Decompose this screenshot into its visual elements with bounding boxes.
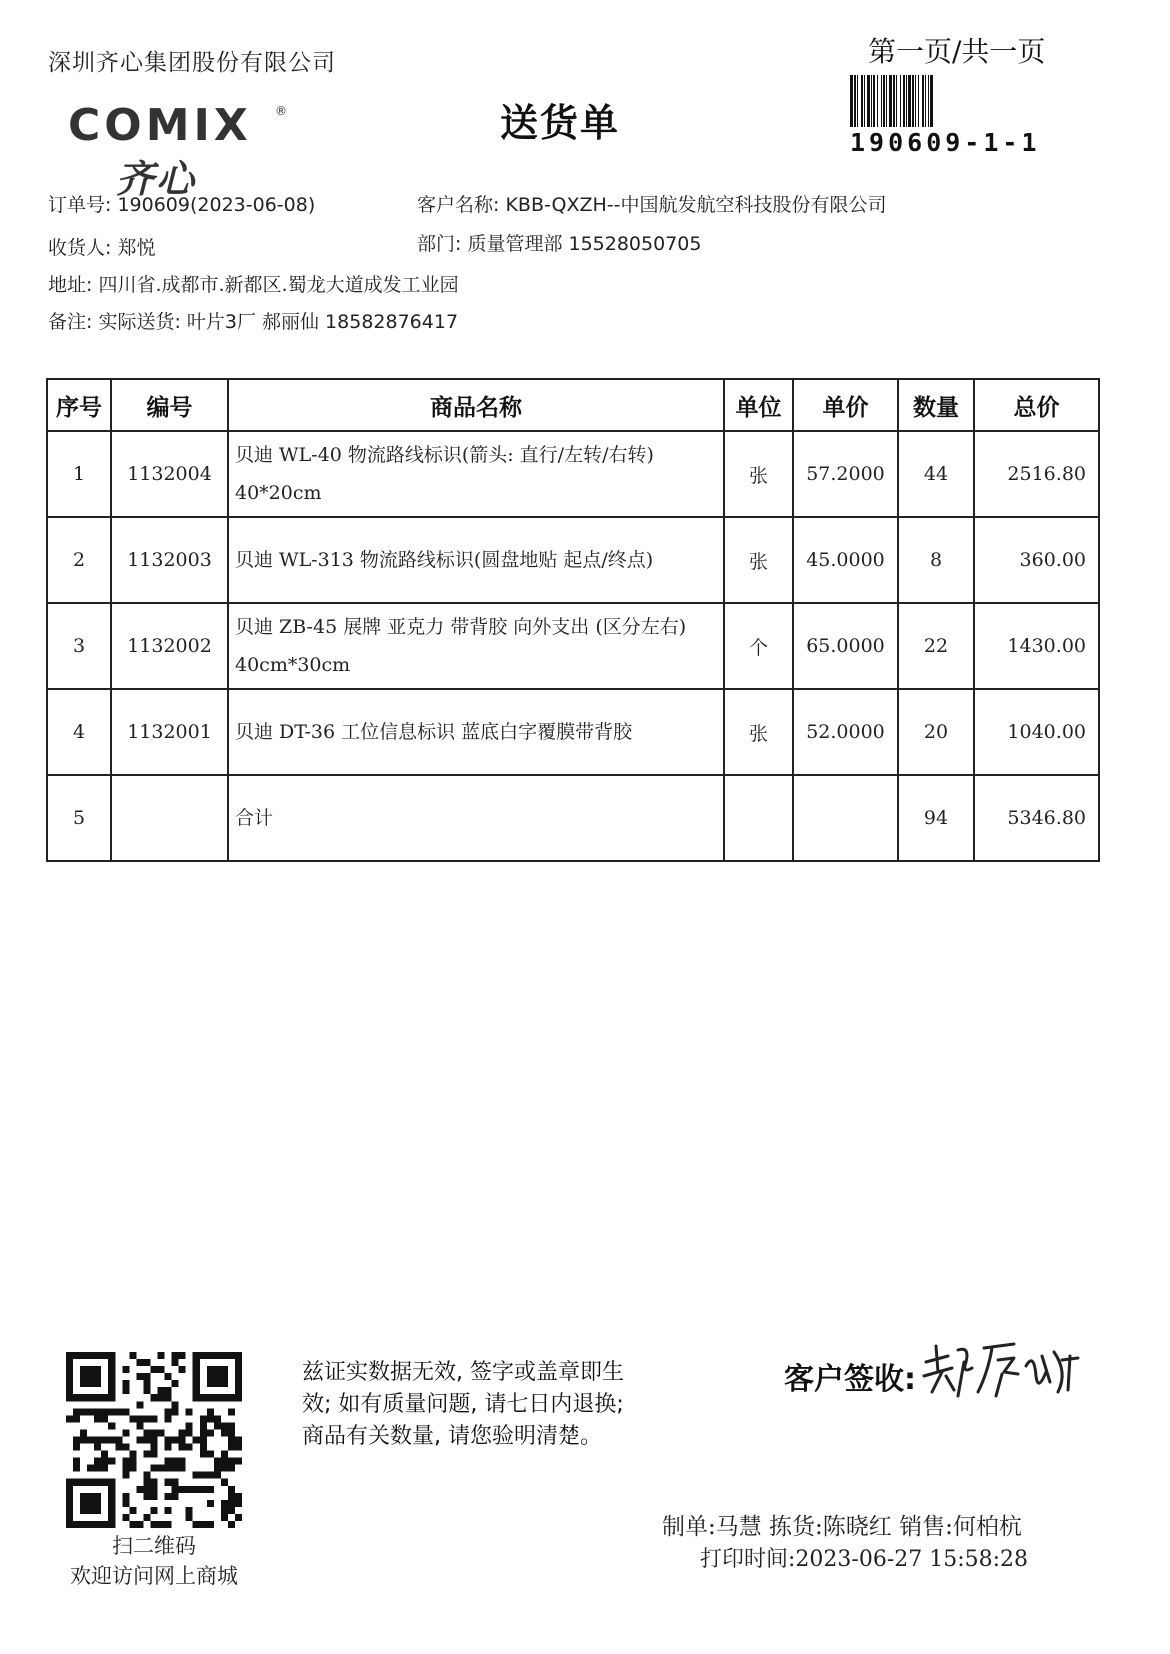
remark-value: 实际送货: 叶片3厂 郝丽仙 18582876417 (98, 311, 459, 333)
cell-product-name: 贝迪 ZB-45 展牌 亚克力 带背胶 向外支出 (区分左右) 40cm*30cm (228, 603, 724, 689)
receiver-value: 郑悦 (117, 237, 156, 259)
document-title: 送货单 (500, 101, 621, 145)
table-row (47, 431, 1099, 517)
cell-product-name: 贝迪 DT-36 工位信息标识 蓝底白字覆膜带背胶 (228, 689, 724, 775)
cell-code: 1132002 (111, 603, 228, 689)
print-time: 打印时间:2023-06-27 15:58:28 (700, 1547, 1029, 1572)
cell-unit: 张 (724, 431, 793, 517)
notice-line: 效; 如有质量问题, 请七日内退换; (302, 1392, 624, 1417)
cell-unit-price: 45.0000 (793, 517, 898, 603)
qr-code-image (66, 1352, 242, 1528)
table-row (47, 517, 1099, 603)
cell-seq: 3 (47, 603, 111, 689)
header-product-name: 商品名称 (228, 379, 724, 431)
cell-quantity: 22 (898, 603, 974, 689)
cell-unit-price: 52.0000 (793, 689, 898, 775)
address-field (48, 270, 459, 297)
table-summary-row (47, 775, 1099, 861)
address-value: 四川省.成都市.新都区.蜀龙大道成发工业园 (98, 274, 459, 296)
header-quantity: 数量 (898, 379, 974, 431)
order-value: 190609(2023-06-08) (117, 194, 316, 216)
cell-code: 1132004 (111, 431, 228, 517)
header-unit-price: 单价 (793, 379, 898, 431)
cell-seq: 4 (47, 689, 111, 775)
staff-line: 制单:马慧 拣货:陈晓红 销售:何柏杭 (662, 1514, 1022, 1540)
order-field (48, 190, 315, 217)
cell-unit: 张 (724, 517, 793, 603)
cell-total-quantity: 94 (898, 775, 974, 861)
cell-unit-price (793, 775, 898, 861)
page-info: 第一页/共一页 (868, 35, 1046, 68)
cell-code: 1132003 (111, 517, 228, 603)
cell-code: 1132001 (111, 689, 228, 775)
cell-quantity: 20 (898, 689, 974, 775)
receiver-label: 收货人: (48, 237, 112, 259)
customer-sign-label: 客户签收: (784, 1362, 916, 1397)
cell-unit: 张 (724, 689, 793, 775)
notice-line: 兹证实数据无效, 签字或盖章即生 (302, 1360, 624, 1385)
cell-total-price: 360.00 (974, 517, 1099, 603)
customer-field (417, 190, 887, 217)
barcode-image (848, 75, 1048, 127)
table-row (47, 603, 1099, 689)
cell-total-price: 1040.00 (974, 689, 1099, 775)
header-total-price: 总价 (974, 379, 1099, 431)
comix-logo (68, 100, 288, 201)
cell-seq: 5 (47, 775, 111, 861)
department-label: 部门: (417, 233, 462, 255)
qr-caption-scan: 扫二维码 (112, 1534, 196, 1558)
cell-product-name: 贝迪 WL-313 物流路线标识(圆盘地贴 起点/终点) (228, 517, 724, 603)
logo-registered-mark: ® (275, 104, 287, 118)
receiver-field (48, 233, 155, 260)
cell-total-price: 1430.00 (974, 603, 1099, 689)
cell-seq: 1 (47, 431, 111, 517)
items-table (46, 378, 1100, 862)
notice-line: 商品有关数量, 请您验明清楚。 (302, 1424, 602, 1449)
table-header-row (47, 379, 1099, 431)
header-seq: 序号 (47, 379, 111, 431)
order-label: 订单号: (48, 194, 112, 216)
cell-quantity: 8 (898, 517, 974, 603)
cell-unit (724, 775, 793, 861)
notice-text (302, 1357, 702, 1453)
cell-code (111, 775, 228, 861)
cell-summary-label: 合计 (228, 775, 724, 861)
logo-wordmark: COMIX (68, 100, 252, 151)
cell-quantity: 44 (898, 431, 974, 517)
address-label: 地址: (48, 274, 93, 296)
logo-chinese: 齐心 (116, 157, 197, 201)
customer-value: KBB-QXZH--中国航发航空科技股份有限公司 (505, 194, 887, 216)
department-value: 质量管理部 15528050705 (467, 233, 702, 255)
cell-unit: 个 (724, 603, 793, 689)
handwritten-signature (918, 1332, 1088, 1402)
remark-field (48, 307, 458, 334)
cell-grand-total: 5346.80 (974, 775, 1099, 861)
barcode-number: 190609-1-1 (850, 128, 1041, 157)
cell-unit-price: 57.2000 (793, 431, 898, 517)
customer-label: 客户名称: (417, 194, 500, 216)
remark-label: 备注: (48, 311, 93, 333)
qr-caption-mall: 欢迎访问网上商城 (70, 1564, 238, 1588)
company-name: 深圳齐心集团股份有限公司 (48, 50, 336, 76)
header-unit: 单位 (724, 379, 793, 431)
cell-unit-price: 65.0000 (793, 603, 898, 689)
department-field (417, 229, 701, 256)
cell-product-name: 贝迪 WL-40 物流路线标识(箭头: 直行/左转/右转) 40*20cm (228, 431, 724, 517)
cell-seq: 2 (47, 517, 111, 603)
header-code: 编号 (111, 379, 228, 431)
table-row (47, 689, 1099, 775)
cell-total-price: 2516.80 (974, 431, 1099, 517)
